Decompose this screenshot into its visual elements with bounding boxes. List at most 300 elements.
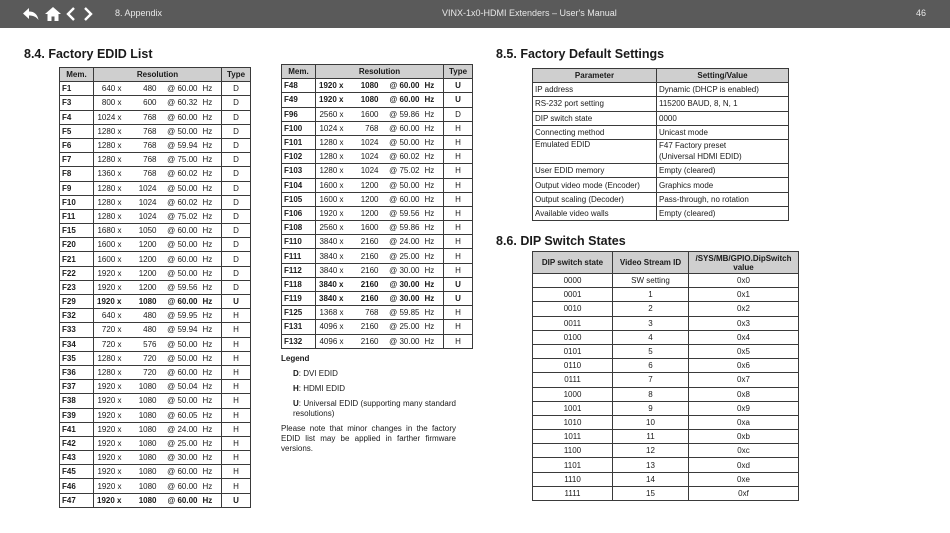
edid-height-cell: 1080 [124, 493, 159, 507]
table-row [533, 444, 799, 458]
table-row [533, 472, 799, 486]
table-row [533, 316, 799, 330]
edid-width-cell [94, 337, 124, 351]
edid-mem-cell: F49 [282, 93, 316, 107]
edid-refresh-cell: @ 24.00 [381, 235, 421, 249]
col-header-setting-value: Setting/Value [657, 69, 789, 83]
edid-refresh-cell: @ 25.00 [381, 249, 421, 263]
edid-width-value: 1920 [97, 410, 116, 420]
dipswitch-value-cell: 0x9 [689, 401, 799, 415]
video-stream-id-cell: SW setting [613, 274, 689, 288]
edid-x-separator: x [117, 339, 122, 349]
edid-height-cell: 1024 [346, 135, 381, 149]
edid-refresh-cell: @ 60.00 [159, 493, 199, 507]
edid-width-value: 1360 [97, 169, 116, 179]
edid-width-value: 3840 [319, 279, 337, 289]
edid-type-cell: D [222, 82, 251, 96]
home-icon[interactable] [44, 4, 62, 24]
table-row [533, 359, 799, 373]
edid-width-cell [316, 334, 346, 348]
edid-width-cell [94, 493, 124, 507]
edid-width-value: 1920 [97, 438, 116, 448]
edid-height-cell: 720 [124, 365, 159, 379]
dip-state-cell: 0011 [533, 316, 613, 330]
edid-type-cell: H [444, 206, 473, 220]
edid-width-value: 3840 [319, 251, 338, 261]
dipswitch-value-cell: 0xf [689, 486, 799, 500]
edid-type-cell: H [222, 465, 251, 479]
edid-x-separator: x [117, 282, 122, 292]
edid-width-value: 1280 [97, 126, 116, 136]
next-page-icon[interactable] [82, 4, 94, 24]
edid-height-cell: 1080 [124, 380, 159, 394]
edid-unit-cell: Hz [199, 309, 222, 323]
edid-x-separator: x [117, 183, 122, 193]
video-stream-id-cell: 9 [613, 401, 689, 415]
table-row [60, 181, 251, 195]
edid-unit-cell: Hz [199, 110, 222, 124]
table-row [533, 458, 799, 472]
edid-width-cell [94, 351, 124, 365]
edid-width-value: 1680 [97, 226, 116, 236]
edid-x-separator: x [117, 98, 122, 108]
edid-width-value: 1920 [97, 382, 116, 392]
edid-refresh-cell: @ 75.00 [159, 153, 199, 167]
col-header-dip-state: DIP switch state [533, 252, 613, 274]
edid-width-value: 1600 [319, 194, 338, 204]
edid-x-separator: x [339, 81, 344, 91]
table-row [60, 238, 251, 252]
edid-refresh-cell: @ 30.00 [381, 334, 421, 348]
edid-mem-cell: F33 [60, 323, 94, 337]
edid-x-separator: x [339, 152, 344, 162]
table-row [60, 365, 251, 379]
edid-width-cell [94, 479, 124, 493]
setting-value-cell: Dynamic (DHCP is enabled) [657, 83, 789, 97]
edid-mem-cell: F106 [282, 206, 316, 220]
edid-width-cell [94, 408, 124, 422]
edid-x-separator: x [117, 481, 122, 491]
edid-height-cell: 1200 [346, 178, 381, 192]
edid-type-cell: D [222, 110, 251, 124]
edid-mem-cell: F11 [60, 209, 94, 223]
edid-refresh-cell: @ 60.32 [159, 96, 199, 110]
dipswitch-value-cell: 0xd [689, 458, 799, 472]
edid-x-separator: x [117, 467, 122, 477]
video-stream-id-cell: 13 [613, 458, 689, 472]
setting-parameter-cell: Output scaling (Decoder) [533, 192, 657, 206]
table-row [60, 96, 251, 110]
edid-height-cell: 1200 [346, 192, 381, 206]
edid-height-cell: 2160 [346, 263, 381, 277]
edid-mem-cell: F34 [60, 337, 94, 351]
table-row [533, 207, 789, 221]
edid-width-value: 1920 [319, 81, 337, 91]
edid-refresh-cell: @ 59.95 [159, 309, 199, 323]
table-row [60, 110, 251, 124]
previous-page-icon[interactable] [65, 4, 77, 24]
dipswitch-value-cell: 0x5 [689, 344, 799, 358]
table-row [60, 323, 251, 337]
edid-type-cell: H [222, 351, 251, 365]
edid-x-separator: x [339, 223, 344, 233]
edid-refresh-cell: @ 60.00 [159, 465, 199, 479]
table-row [533, 178, 789, 192]
dipswitch-value-cell: 0x3 [689, 316, 799, 330]
edid-unit-cell: Hz [199, 96, 222, 110]
edid-width-value: 1920 [97, 424, 116, 434]
edid-x-separator: x [117, 311, 122, 321]
video-stream-id-cell: 4 [613, 330, 689, 344]
edid-width-value: 1280 [97, 211, 116, 221]
edid-mem-cell: F45 [60, 465, 94, 479]
edid-x-separator: x [117, 141, 122, 151]
table-row [60, 209, 251, 223]
table-row [533, 111, 789, 125]
dipswitch-value-cell: 0xe [689, 472, 799, 486]
video-stream-id-cell: 5 [613, 344, 689, 358]
setting-parameter-cell: DIP switch state [533, 111, 657, 125]
setting-value-cell: Unicast mode [657, 125, 789, 139]
edid-height-cell: 1080 [124, 295, 159, 309]
edid-unit-cell: Hz [421, 263, 444, 277]
edid-type-cell: H [222, 380, 251, 394]
edid-x-separator: x [117, 325, 122, 335]
dipswitch-value-cell: 0x8 [689, 387, 799, 401]
table-row [533, 274, 799, 288]
table-row [533, 83, 789, 97]
edid-type-cell: U [444, 277, 473, 291]
edid-width-value: 1600 [319, 180, 338, 190]
dipswitch-value-cell: 0x4 [689, 330, 799, 344]
edid-unit-cell: Hz [199, 479, 222, 493]
edid-x-separator: x [339, 138, 344, 148]
edid-x-separator: x [339, 95, 344, 105]
edid-type-cell: H [222, 408, 251, 422]
edid-width-cell [316, 178, 346, 192]
edid-type-cell: H [444, 334, 473, 348]
edid-refresh-cell: @ 60.00 [159, 295, 199, 309]
edid-mem-cell: F32 [60, 309, 94, 323]
edid-height-cell: 1080 [124, 436, 159, 450]
edid-refresh-cell: @ 59.86 [381, 221, 421, 235]
edid-x-separator: x [117, 84, 122, 94]
edid-type-cell: H [444, 306, 473, 320]
edid-list-heading: 8.4. Factory EDID List [24, 47, 153, 61]
edid-width-cell [94, 82, 124, 96]
col-header-resolution: Resolution [316, 65, 444, 79]
table-row [533, 415, 799, 429]
edid-mem-cell: F102 [282, 150, 316, 164]
table-row [60, 295, 251, 309]
col-header-dipswitch-value: /SYS/MB/GPIO.DipSwitch value [689, 252, 799, 274]
top-bar [0, 0, 950, 28]
edid-type-cell: H [444, 320, 473, 334]
edid-x-separator: x [339, 194, 344, 204]
edid-refresh-cell: @ 50.00 [159, 238, 199, 252]
edid-unit-cell: Hz [199, 394, 222, 408]
edid-type-cell: H [444, 178, 473, 192]
edid-width-cell [94, 153, 124, 167]
edid-height-cell: 768 [346, 121, 381, 135]
edid-refresh-cell: @ 75.02 [381, 164, 421, 178]
edid-width-value: 720 [101, 339, 116, 349]
table-row [282, 334, 473, 348]
table-row [60, 351, 251, 365]
edid-unit-cell: Hz [421, 334, 444, 348]
edid-width-value: 640 [101, 311, 116, 321]
edid-mem-cell: F7 [60, 153, 94, 167]
edid-mem-cell: F119 [282, 292, 316, 306]
edid-type-cell: D [222, 280, 251, 294]
table-row [282, 249, 473, 263]
edid-unit-cell: Hz [199, 138, 222, 152]
edid-unit-cell: Hz [199, 365, 222, 379]
edid-refresh-cell: @ 24.00 [159, 422, 199, 436]
edid-x-separator: x [117, 226, 122, 236]
edid-width-cell [94, 110, 124, 124]
edid-height-cell: 2160 [346, 277, 381, 291]
edid-refresh-cell: @ 60.00 [159, 252, 199, 266]
edid-unit-cell: Hz [199, 266, 222, 280]
default-settings-heading: 8.5. Factory Default Settings [496, 47, 665, 61]
edid-width-value: 1920 [97, 481, 116, 491]
dip-switch-heading: 8.6. DIP Switch States [496, 234, 626, 248]
edid-height-cell: 2160 [346, 235, 381, 249]
edid-mem-cell: F5 [60, 124, 94, 138]
legend-title: Legend [281, 354, 310, 363]
edid-mem-cell: F9 [60, 181, 94, 195]
edid-x-separator: x [117, 112, 122, 122]
setting-parameter-cell: Connecting method [533, 125, 657, 139]
table-row [282, 79, 473, 93]
edid-width-cell [316, 107, 346, 121]
edid-refresh-cell: @ 50.00 [381, 178, 421, 192]
table-row [282, 277, 473, 291]
edid-refresh-cell: @ 59.94 [159, 138, 199, 152]
edid-x-separator: x [117, 382, 122, 392]
edid-type-cell: H [444, 135, 473, 149]
edid-x-separator: x [339, 123, 344, 133]
edid-height-cell: 1024 [346, 150, 381, 164]
table-row [60, 436, 251, 450]
edid-width-value: 1920 [97, 453, 116, 463]
video-stream-id-cell: 2 [613, 302, 689, 316]
edid-refresh-cell: @ 60.00 [159, 224, 199, 238]
table-row [60, 82, 251, 96]
edid-width-value: 1024 [319, 123, 338, 133]
video-stream-id-cell: 14 [613, 472, 689, 486]
edid-mem-cell: F43 [60, 451, 94, 465]
dip-state-cell: 0000 [533, 274, 613, 288]
edid-width-value: 4096 [319, 336, 338, 346]
table-row [282, 263, 473, 277]
edid-mem-cell: F100 [282, 121, 316, 135]
edid-type-cell: D [222, 266, 251, 280]
edid-height-cell: 1024 [346, 164, 381, 178]
edid-mem-cell: F118 [282, 277, 316, 291]
edid-width-cell [94, 181, 124, 195]
edid-unit-cell: Hz [199, 493, 222, 507]
table-row [282, 178, 473, 192]
setting-parameter-cell: Output video mode (Encoder) [533, 178, 657, 192]
video-stream-id-cell: 15 [613, 486, 689, 500]
edid-mem-cell: F10 [60, 195, 94, 209]
edid-unit-cell: Hz [199, 323, 222, 337]
table-row [60, 394, 251, 408]
col-header-video-stream-id: Video Stream ID [613, 252, 689, 274]
edid-refresh-cell: @ 60.00 [159, 82, 199, 96]
edid-x-separator: x [117, 197, 122, 207]
col-header-resolution: Resolution [94, 68, 222, 82]
edid-unit-cell: Hz [199, 252, 222, 266]
edid-x-separator: x [339, 308, 344, 318]
table-row [282, 164, 473, 178]
edid-width-cell [94, 138, 124, 152]
edid-mem-cell: F8 [60, 167, 94, 181]
table-row [282, 206, 473, 220]
edid-type-cell: D [222, 252, 251, 266]
table-row [60, 266, 251, 280]
edid-mem-cell: F101 [282, 135, 316, 149]
edid-width-cell [94, 465, 124, 479]
setting-value-cell: Graphics mode [657, 178, 789, 192]
edid-width-value: 1920 [97, 268, 116, 278]
edid-type-cell: H [444, 164, 473, 178]
video-stream-id-cell: 6 [613, 359, 689, 373]
edid-x-separator: x [117, 169, 122, 179]
edid-width-cell [94, 224, 124, 238]
edid-height-cell: 1200 [346, 206, 381, 220]
edid-x-separator: x [339, 166, 344, 176]
edid-height-cell: 576 [124, 337, 159, 351]
edid-unit-cell: Hz [199, 351, 222, 365]
table-row [60, 195, 251, 209]
table-row [60, 465, 251, 479]
edid-unit-cell: Hz [199, 238, 222, 252]
edid-width-value: 1600 [97, 254, 116, 264]
dip-state-cell: 0111 [533, 373, 613, 387]
edid-refresh-cell: @ 50.04 [159, 380, 199, 394]
table-row [60, 451, 251, 465]
table-row [533, 302, 799, 316]
edid-refresh-cell: @ 60.02 [159, 195, 199, 209]
edid-width-value: 1280 [97, 368, 116, 378]
edid-unit-cell: Hz [421, 93, 444, 107]
table-row [282, 107, 473, 121]
edid-mem-cell: F20 [60, 238, 94, 252]
edid-type-cell: H [222, 337, 251, 351]
edid-x-separator: x [117, 368, 122, 378]
table-row [533, 288, 799, 302]
edid-refresh-cell: @ 25.00 [159, 436, 199, 450]
edid-mem-cell: F104 [282, 178, 316, 192]
edid-unit-cell: Hz [421, 249, 444, 263]
dip-state-cell: 1010 [533, 415, 613, 429]
edid-unit-cell: Hz [199, 195, 222, 209]
table-row [533, 192, 789, 206]
edid-x-separator: x [117, 155, 122, 165]
edid-unit-cell: Hz [199, 167, 222, 181]
edid-x-separator: x [339, 237, 344, 247]
dipswitch-value-cell: 0x7 [689, 373, 799, 387]
edid-width-cell [316, 235, 346, 249]
table-row [533, 401, 799, 415]
edid-width-value: 1280 [319, 138, 338, 148]
col-header-mem: Mem. [60, 68, 94, 82]
setting-value-cell: Empty (cleared) [657, 164, 789, 178]
edid-unit-cell: Hz [421, 235, 444, 249]
edid-width-value: 1280 [97, 197, 116, 207]
edid-width-cell [94, 209, 124, 223]
edid-type-cell: D [222, 124, 251, 138]
legend-item-u: U: Universal EDID (supporting many standard resolutions) [293, 399, 456, 418]
edid-mem-cell: F23 [60, 280, 94, 294]
edid-width-cell [94, 252, 124, 266]
video-stream-id-cell: 11 [613, 430, 689, 444]
edid-width-cell [94, 394, 124, 408]
edid-refresh-cell: @ 60.00 [381, 79, 421, 93]
edid-type-cell: D [222, 153, 251, 167]
edid-height-cell: 1080 [124, 408, 159, 422]
edid-type-cell: D [222, 209, 251, 223]
dip-state-cell: 1100 [533, 444, 613, 458]
table-row [282, 121, 473, 135]
edid-height-cell: 768 [124, 110, 159, 124]
edid-height-cell: 768 [346, 306, 381, 320]
dipswitch-value-cell: 0xb [689, 430, 799, 444]
setting-value-cell: 0000 [657, 111, 789, 125]
edid-x-separator: x [117, 126, 122, 136]
edid-type-cell: H [222, 436, 251, 450]
edid-height-cell: 1600 [346, 221, 381, 235]
edid-x-separator: x [339, 109, 344, 119]
edid-width-value: 2560 [319, 223, 338, 233]
document-title: VINX-1x0-HDMI Extenders – User's Manual [442, 8, 617, 18]
table-row [282, 150, 473, 164]
edid-width-cell [316, 121, 346, 135]
edid-unit-cell: Hz [199, 82, 222, 96]
edid-height-cell: 1200 [124, 266, 159, 280]
edid-x-separator: x [117, 297, 122, 307]
edid-mem-cell: F3 [60, 96, 94, 110]
dip-state-cell: 1001 [533, 401, 613, 415]
table-row [60, 252, 251, 266]
table-row [60, 493, 251, 507]
edid-refresh-cell: @ 60.05 [159, 408, 199, 422]
edid-width-cell [94, 124, 124, 138]
edid-x-separator: x [117, 240, 122, 250]
edid-unit-cell: Hz [421, 150, 444, 164]
edid-refresh-cell: @ 50.00 [159, 181, 199, 195]
table-row [282, 292, 473, 306]
dipswitch-value-cell: 0x1 [689, 288, 799, 302]
edid-width-value: 1368 [319, 308, 338, 318]
edid-width-value: 3840 [319, 237, 338, 247]
edid-unit-cell: Hz [421, 121, 444, 135]
table-row [533, 140, 789, 164]
video-stream-id-cell: 1 [613, 288, 689, 302]
edid-x-separator: x [117, 438, 122, 448]
edid-refresh-cell: @ 50.00 [159, 124, 199, 138]
edid-x-separator: x [339, 322, 344, 332]
table-row [533, 387, 799, 401]
edid-mem-cell: F36 [60, 365, 94, 379]
edid-unit-cell: Hz [199, 422, 222, 436]
setting-parameter-cell: Available video walls [533, 207, 657, 221]
back-icon[interactable] [22, 4, 40, 24]
table-row [533, 97, 789, 111]
